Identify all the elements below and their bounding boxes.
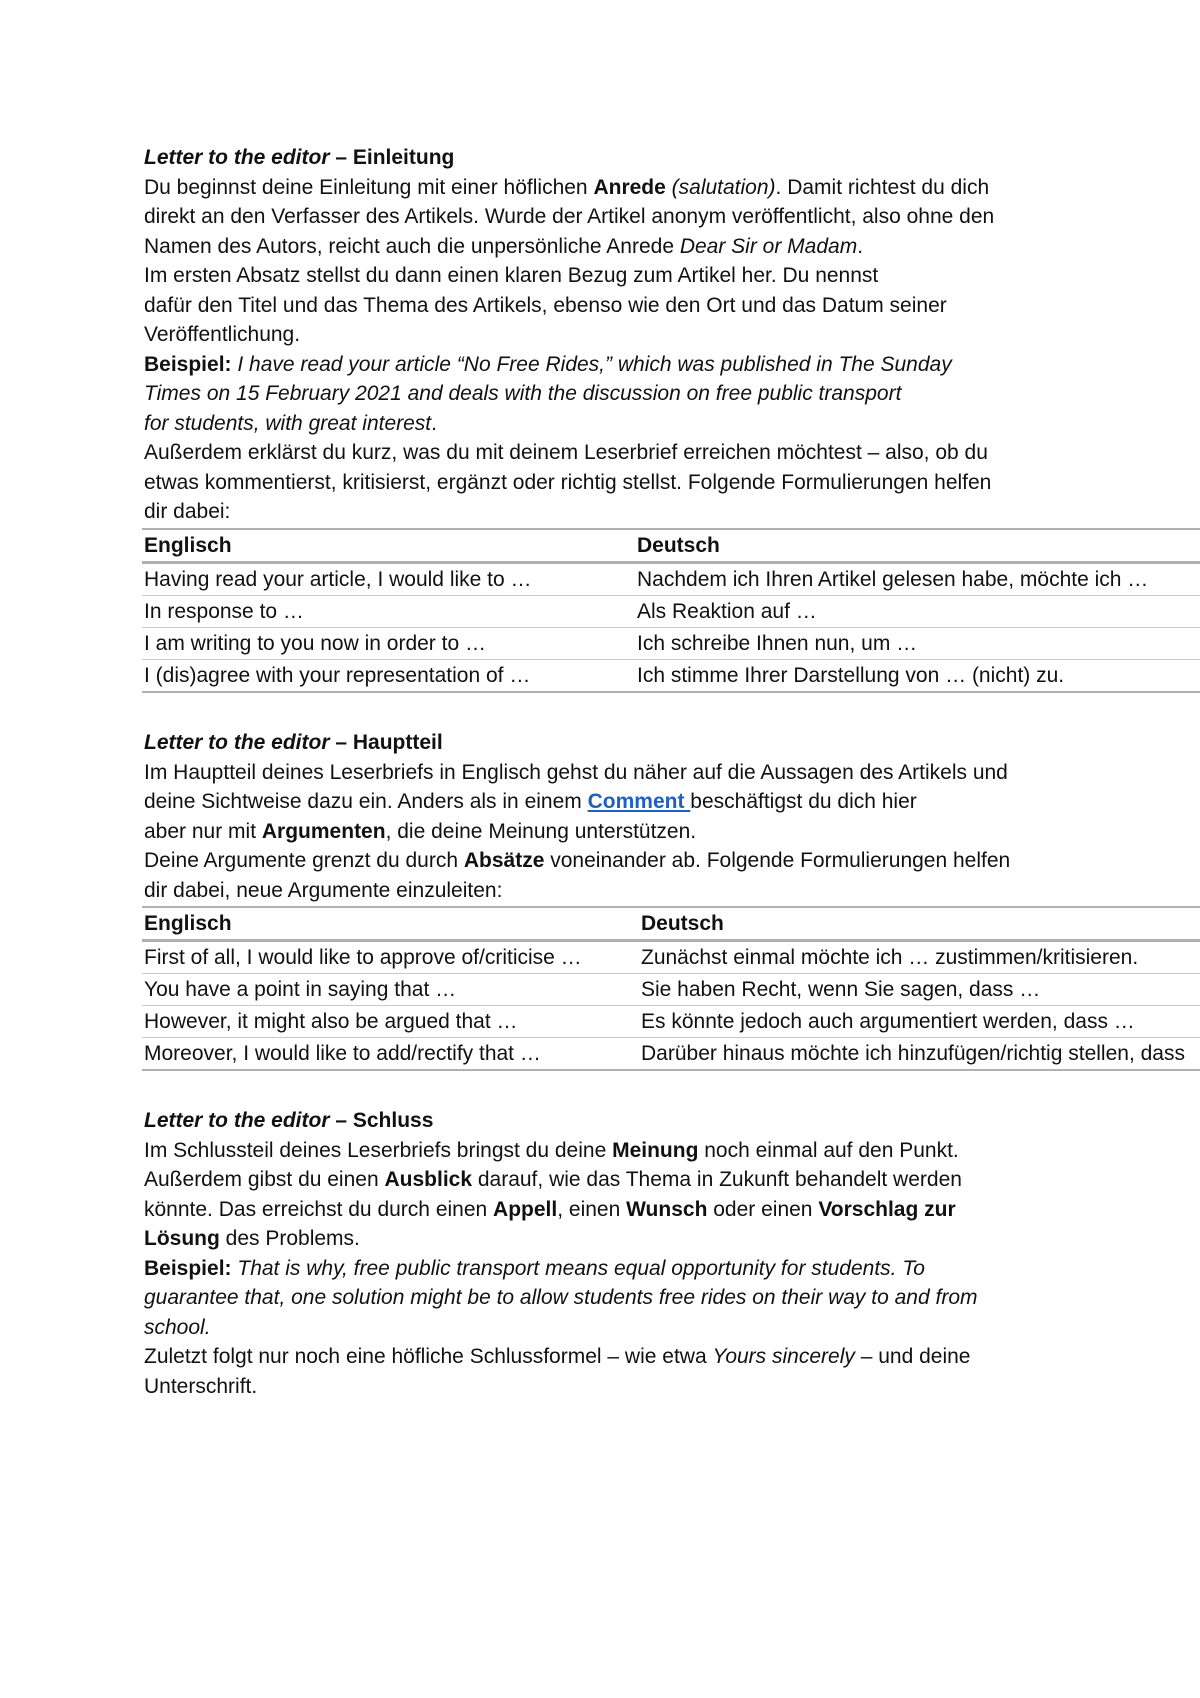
cell-german: Sie haben Recht, wenn Sie sagen, dass … xyxy=(639,974,1200,1006)
table-row xyxy=(142,974,1200,1006)
example-label: Beispiel: xyxy=(144,1256,232,1280)
cell-english: First of all, I would like to approve of/criticise … xyxy=(142,941,639,974)
paragraph-line: Im ersten Absatz stellst du dann einen klaren Bezug zum Artikel her. Du nennst xyxy=(144,264,879,287)
heading-schluss: Letter to the editor – Schluss xyxy=(144,1109,434,1132)
section-hauptteil xyxy=(144,728,1010,905)
cell-english: Having read your article, I would like to … xyxy=(142,563,635,596)
comment-link[interactable]: Comment xyxy=(587,790,691,813)
cell-german: Zunächst einmal möchte ich … zustimmen/kritisieren. xyxy=(639,941,1200,974)
cell-german: Ich schreibe Ihnen nun, um … xyxy=(635,628,1200,660)
paragraph-line: Unterschrift. xyxy=(144,1374,258,1398)
heading-hauptteil: Letter to the editor – Hauptteil xyxy=(144,731,443,754)
example-label: Beispiel: xyxy=(144,352,232,376)
paragraph-line: direkt an den Verfasser des Artikels. Wurde der Artikel anonym veröffentlicht, also ohne den xyxy=(144,205,995,228)
phrase-table-einleitung xyxy=(142,528,1200,693)
cell-english: I (dis)agree with your representation of … xyxy=(142,660,635,693)
cell-german: Darüber hinaus möchte ich hinzufügen/richtig stellen, dass xyxy=(639,1038,1200,1071)
column-header-englisch: Englisch xyxy=(142,529,635,563)
cell-german: Nachdem ich Ihren Artikel gelesen habe, möchte ich … xyxy=(635,563,1200,596)
paragraph-line: Außerdem erklärst du kurz, was du mit deinem Leserbrief erreichen möchtest – also, ob du xyxy=(144,441,988,464)
example-line: guarantee that, one solution might be to allow students free rides on their way to and from xyxy=(144,1286,978,1309)
table-header-row xyxy=(142,907,1200,941)
cell-english: Moreover, I would like to add/rectify that … xyxy=(142,1038,639,1071)
paragraph-line: Außerdem gibst du einen Ausblick darauf, wie das Thema in Zukunft behandelt werden xyxy=(144,1168,962,1191)
table-row xyxy=(142,1038,1200,1071)
example-line: Beispiel: That is why, free public transport means equal opportunity for students. To xyxy=(144,1256,925,1280)
paragraph-line: Zuletzt folgt nur noch eine höfliche Schlussformel – wie etwa Yours sincerely – und deine xyxy=(144,1345,971,1368)
table-row xyxy=(142,941,1200,974)
paragraph-line: Lösung des Problems. xyxy=(144,1227,360,1250)
paragraph-line: Im Hauptteil deines Leserbriefs in Englisch gehst du näher auf die Aussagen des Artikels und xyxy=(144,760,1008,784)
example-line: Times on 15 February 2021 and deals with the discussion on free public transport xyxy=(144,382,902,405)
paragraph-line: aber nur mit Argumenten, die deine Meinung unterstützen. xyxy=(144,819,697,843)
example-line: Beispiel: I have read your article “No Free Rides,” which was published in The Sunday xyxy=(144,352,952,376)
table-row xyxy=(142,660,1200,693)
cell-german: Es könnte jedoch auch argumentiert werden, dass … xyxy=(639,1006,1200,1038)
cell-german: Ich stimme Ihrer Darstellung von … (nicht) zu. xyxy=(635,660,1200,693)
table-row xyxy=(142,563,1200,596)
table-row xyxy=(142,628,1200,660)
column-header-englisch: Englisch xyxy=(142,907,639,941)
phrase-table-hauptteil xyxy=(142,906,1200,1071)
paragraph-line: dir dabei, neue Argumente einzuleiten: xyxy=(144,878,503,902)
cell-german: Als Reaktion auf … xyxy=(635,596,1200,628)
paragraph-line: dafür den Titel und das Thema des Artikels, ebenso wie den Ort und das Datum seiner xyxy=(144,293,947,317)
paragraph-line: deine Sichtweise dazu ein. Anders als in einem Comment beschäftigst du dich hier xyxy=(144,790,917,813)
paragraph-line: Veröffentlichung. xyxy=(144,323,301,346)
paragraph-line: Im Schlussteil deines Leserbriefs bringst du deine Meinung noch einmal auf den Punkt. xyxy=(144,1138,959,1162)
table-row xyxy=(142,1006,1200,1038)
paragraph-line: Deine Argumente grenzt du durch Absätze voneinander ab. Folgende Formulierungen helfen xyxy=(144,849,1011,872)
section-schluss xyxy=(144,1106,978,1401)
paragraph-line: könnte. Das erreichst du durch einen Appell, einen Wunsch oder einen Vorschlag zur xyxy=(144,1197,956,1221)
cell-english: I am writing to you now in order to … xyxy=(142,628,635,660)
cell-english: You have a point in saying that … xyxy=(142,974,639,1006)
cell-english: However, it might also be argued that … xyxy=(142,1006,639,1038)
section-einleitung xyxy=(144,143,994,527)
cell-english: In response to … xyxy=(142,596,635,628)
example-line: for students, with great interest. xyxy=(144,411,437,435)
heading-einleitung: Letter to the editor – Einleitung xyxy=(144,146,455,169)
table-header-row xyxy=(142,529,1200,563)
paragraph-line: dir dabei: xyxy=(144,500,231,523)
example-line: school. xyxy=(144,1315,211,1339)
column-header-deutsch: Deutsch xyxy=(639,907,1200,941)
column-header-deutsch: Deutsch xyxy=(635,529,1200,563)
paragraph-line: Du beginnst deine Einleitung mit einer höflichen Anrede (salutation). Damit richtest du dich xyxy=(144,175,990,199)
table-row xyxy=(142,596,1200,628)
paragraph-line: Namen des Autors, reicht auch die unpersönliche Anrede Dear Sir or Madam. xyxy=(144,234,864,258)
paragraph-line: etwas kommentierst, kritisierst, ergänzt oder richtig stellst. Folgende Formulierungen helfen xyxy=(144,470,992,494)
